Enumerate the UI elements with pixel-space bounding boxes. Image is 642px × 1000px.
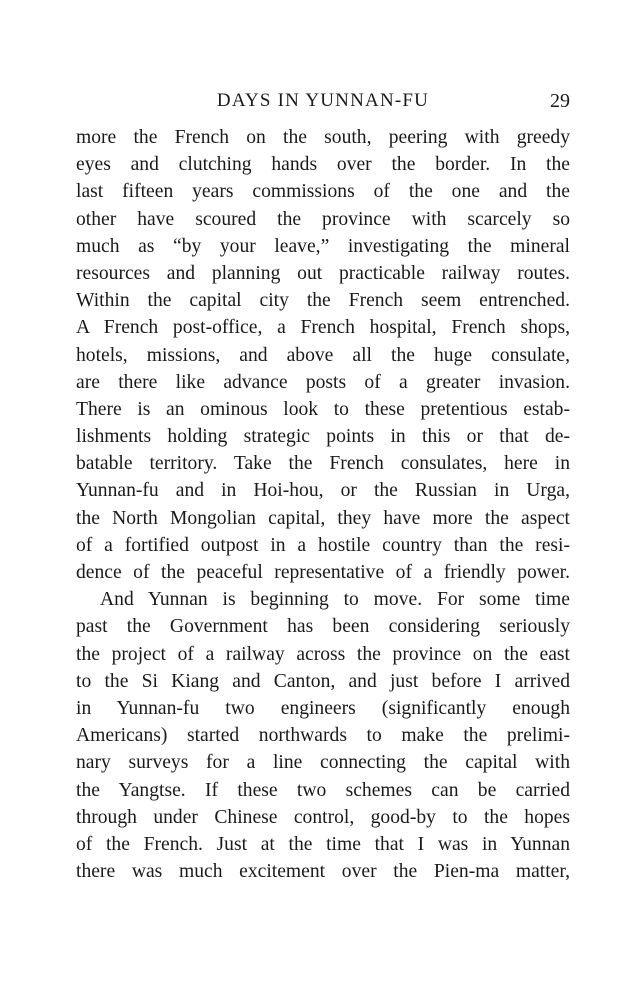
- text-line: last fifteen years commissions of the one and the: [76, 181, 570, 203]
- text-line: the Yangtse. If these two schemes can be carried: [76, 779, 570, 801]
- text-line: There is an ominous look to these pretentious estab-: [76, 398, 570, 420]
- text-line: lishments holding strategic points in this or that de-: [76, 426, 570, 448]
- page-number: 29: [550, 90, 570, 112]
- text-line: more the French on the south, peering with greedy: [76, 127, 570, 148]
- text-line: batable territory. Take the French consulates, here in: [76, 453, 570, 475]
- text-line: hotels, missions, and above all the huge consulate,: [76, 344, 570, 366]
- text-line: much as “by your leave,” investigating the mineral: [76, 235, 570, 257]
- text-line: the North Mongolian capital, they have more the aspect: [76, 507, 570, 529]
- text-line: Yunnan-fu and in Hoi-hou, or the Russian in Urga,: [76, 480, 570, 502]
- text-line: A French post-office, a French hospital, French shops,: [76, 317, 570, 339]
- text-line: Within the capital city the French seem entrenched.: [76, 290, 570, 312]
- text-line: to the Si Kiang and Canton, and just before I arrived: [76, 670, 570, 692]
- running-head: [76, 88, 570, 114]
- text-line: through under Chinese control, good-by to the hopes: [76, 806, 570, 828]
- text-line: resources and planning out practicable railway routes.: [76, 262, 570, 284]
- text-line: of a fortified outpost in a hostile country than the resi-: [76, 534, 570, 556]
- running-title: DAYS IN YUNNAN-FU: [216, 90, 430, 111]
- body-text: [76, 124, 570, 885]
- text-line: are there like advance posts of a greater invasion.: [76, 371, 570, 393]
- text-line: nary surveys for a line connecting the capital with: [76, 752, 570, 774]
- paragraph-end-line: dence of the peaceful representative of a friendly power.: [76, 562, 570, 583]
- text-line: past the Government has been considering seriously: [76, 616, 570, 638]
- text-line: the project of a railway across the province on the east: [76, 643, 570, 665]
- text-line: there was much excitement over the Pien-ma matter,: [76, 861, 570, 883]
- text-line: eyes and clutching hands over the border. In the: [76, 154, 570, 176]
- paragraph-start-line: And Yunnan is beginning to move. For some time: [100, 589, 570, 611]
- text-line: in Yunnan-fu two engineers (significantly enough: [76, 697, 570, 719]
- text-line: other have scoured the province with scarcely so: [76, 208, 570, 230]
- text-line: of the French. Just at the time that I was in Yunnan: [76, 833, 570, 855]
- text-line: Americans) started northwards to make the prelimi-: [76, 725, 570, 747]
